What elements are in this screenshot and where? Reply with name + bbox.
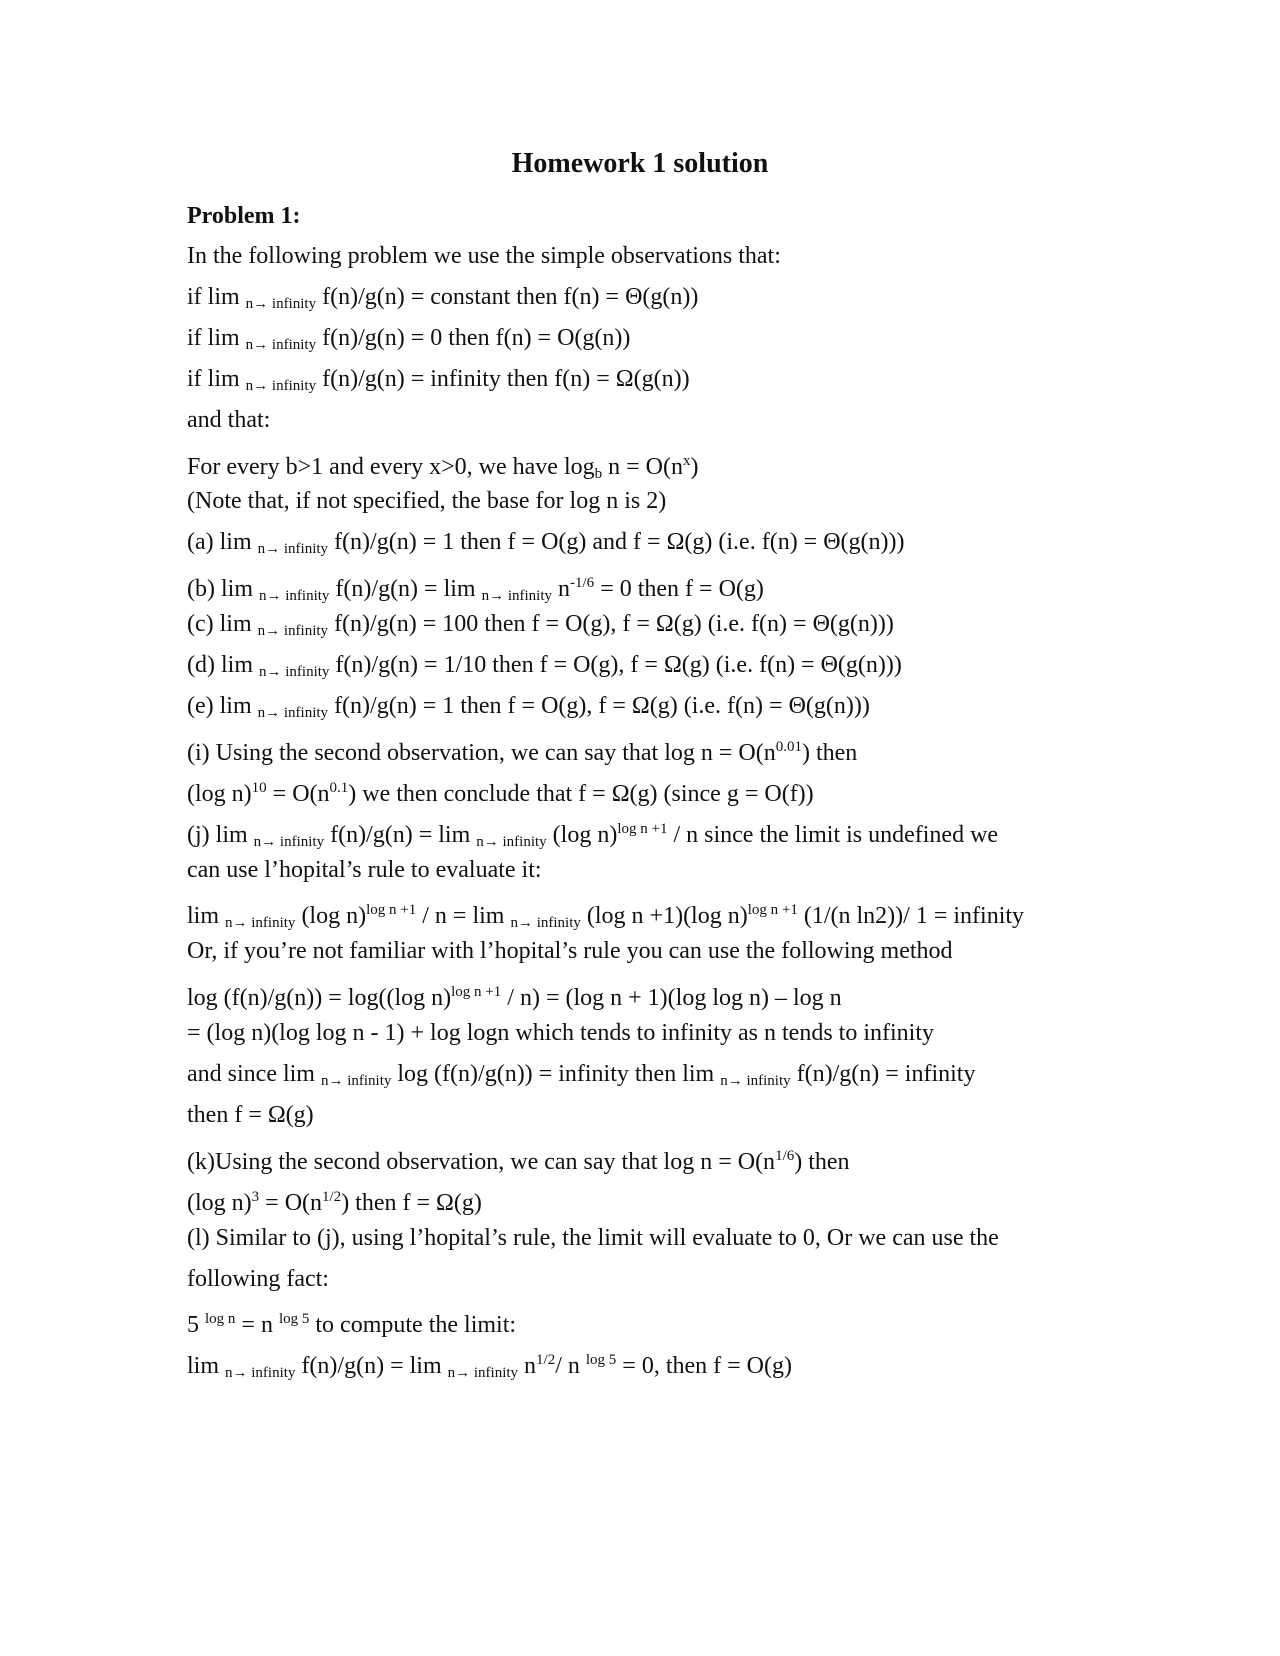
superscript: -1/6: [570, 575, 595, 592]
subscript: n→ infinity: [245, 295, 317, 312]
text-segment: f(n)/g(n) = constant then f(n) = Θ(g(n)): [316, 283, 699, 310]
text-line: [187, 567, 764, 612]
subscript: n→ infinity: [257, 623, 329, 640]
subscript: n→ infinity: [259, 588, 330, 605]
text-segment: f(n)/g(n) = lim: [295, 1353, 448, 1380]
text-segment: f(n)/g(n) = lim: [324, 821, 477, 848]
superscript: log n +1: [451, 984, 502, 1001]
subscript: n→ infinity: [720, 1073, 791, 1089]
text-line: [187, 894, 1024, 939]
text-segment: and that:: [187, 406, 271, 433]
text-line: [187, 1099, 314, 1131]
text-segment: f(n)/g(n) = 100 then f = O(g), f = Ω(g) (i.e. f(n) = Θ(g(n))): [328, 611, 894, 638]
text-segment: n: [552, 576, 571, 603]
superscript: log 5: [278, 1311, 310, 1328]
superscript: 1/2: [322, 1188, 342, 1205]
text-line: [187, 1344, 792, 1389]
text-segment: (k)Using the second observation, we can say that log n = O(n: [187, 1148, 776, 1175]
text-segment: (Note that, if not specified, the base for log n is 2): [187, 488, 667, 515]
text-line: [187, 1017, 934, 1049]
subscript: n→ infinity: [225, 915, 296, 932]
text-segment: ) then f = Ω(g): [341, 1189, 482, 1216]
text-segment: (e) lim: [187, 692, 258, 719]
subscript: n→ infinity: [245, 336, 317, 353]
text-line: [187, 240, 781, 272]
text-line: [187, 976, 842, 1014]
problem-heading: Problem 1:: [187, 203, 301, 229]
superscript: 0.01: [775, 738, 802, 755]
text-segment: = n: [235, 1312, 279, 1339]
superscript: 3: [251, 1188, 260, 1205]
superscript: 1/6: [775, 1147, 795, 1164]
text-segment: (log n): [295, 903, 367, 930]
text-segment: (log n): [187, 780, 252, 807]
subscript: n→ infinity: [225, 1365, 296, 1382]
text-line: [187, 772, 814, 810]
text-line: [187, 731, 857, 769]
text-segment: n: [518, 1353, 537, 1380]
text-segment: to compute the limit:: [309, 1312, 517, 1339]
text-line: [187, 485, 666, 517]
text-segment: 5: [187, 1312, 205, 1339]
text-segment: n = O(n: [602, 453, 683, 480]
text-line: [187, 526, 905, 565]
text-segment: ): [690, 453, 699, 480]
text-segment: (j) lim: [187, 821, 254, 848]
text-segment: following fact:: [187, 1265, 329, 1292]
text-segment: f(n)/g(n) = infinity then f(n) = Ω(g(n)): [316, 365, 690, 392]
subscript: n→ infinity: [245, 377, 317, 394]
text-segment: (d) lim: [187, 652, 259, 678]
subscript: b: [594, 465, 603, 482]
text-segment: log (f(n)/g(n)) = infinity then lim: [391, 1061, 721, 1087]
text-segment: f(n)/g(n) = 0 then f(n) = O(g(n)): [316, 324, 631, 351]
text-line: [187, 1263, 329, 1295]
text-line: [187, 363, 690, 402]
text-line: [187, 935, 953, 967]
text-segment: (a) lim: [187, 529, 258, 556]
text-segment: if lim: [187, 283, 246, 310]
text-segment: / n: [555, 1353, 586, 1380]
text-segment: if lim: [187, 365, 246, 392]
text-line: [187, 1058, 975, 1097]
text-segment: / n) = (log n + 1)(log log n) – log n: [501, 985, 842, 1012]
text-segment: / n = lim: [416, 903, 511, 930]
superscript: 0.1: [329, 779, 349, 796]
text-line: [187, 1181, 482, 1219]
text-segment: f(n)/g(n) = infinity: [790, 1061, 976, 1087]
text-segment: log (f(n)/g(n)) = log((log n): [187, 985, 452, 1012]
text-segment: lim: [187, 1353, 226, 1380]
text-segment: ) then: [794, 1148, 850, 1175]
text-segment: (l) Similar to (j), using l’hopital’s rule, the limit will evaluate to 0, Or we can use the: [187, 1224, 999, 1251]
text-segment: = O(n: [259, 1189, 323, 1216]
text-segment: Or, if you’re not familiar with l’hopital’s rule you can use the following method: [187, 938, 953, 965]
text-segment: f(n)/g(n) = 1/10 then f = O(g), f = Ω(g) (i.e. f(n) = Θ(g(n))): [329, 652, 902, 678]
text-segment: (b) lim: [187, 576, 259, 603]
text-line: [187, 322, 630, 361]
text-line: [187, 281, 698, 320]
text-line: [187, 608, 894, 647]
subscript: n→ infinity: [257, 541, 329, 558]
text-line: [187, 854, 542, 886]
text-segment: = O(n: [266, 780, 330, 807]
text-segment: = 0, then f = O(g): [616, 1353, 792, 1380]
text-line: [187, 1303, 516, 1341]
text-line: [187, 445, 698, 490]
subscript: n→ infinity: [257, 704, 329, 721]
subscript: n→ infinity: [320, 1073, 392, 1089]
text-line: [187, 404, 270, 436]
superscript: log n +1: [366, 902, 417, 919]
superscript: x: [682, 452, 691, 469]
text-segment: = 0 then f = O(g): [594, 576, 764, 603]
text-segment: ) then: [801, 739, 858, 766]
superscript: 1/2: [536, 1352, 556, 1369]
text-line: [187, 1222, 999, 1254]
text-segment: (i) Using the second observation, we can say that log n = O(n: [187, 739, 776, 766]
text-segment: In the following problem we use the simple observations that:: [187, 243, 781, 269]
text-segment: For every b>1 and every x>0, we have log: [187, 453, 595, 480]
subscript: n→ infinity: [447, 1365, 519, 1382]
subscript: n→ infinity: [253, 833, 325, 850]
subscript: n→ infinity: [481, 588, 553, 605]
superscript: 10: [251, 779, 267, 796]
text-segment: f(n)/g(n) = 1 then f = O(g), f = Ω(g) (i.e. f(n) = Θ(g(n))): [328, 692, 870, 719]
text-segment: (1/(n ln2))/ 1 = infinity: [797, 903, 1025, 930]
text-segment: and since lim: [187, 1061, 321, 1087]
text-segment: ) we then conclude that f = Ω(g) (since g = O(f)): [348, 780, 814, 807]
text-line: [187, 649, 902, 688]
text-segment: = (log n)(log log n - 1) + log logn which tends to infinity as n tends to infinity: [187, 1020, 934, 1047]
superscript: log n: [205, 1311, 236, 1328]
subscript: n→ infinity: [510, 915, 581, 932]
text-line: [187, 690, 870, 729]
superscript: log 5: [585, 1352, 617, 1369]
text-segment: (log n): [546, 821, 618, 848]
superscript: log n +1: [617, 820, 668, 837]
text-segment: f(n)/g(n) = lim: [329, 576, 482, 603]
text-segment: (log n +1)(log n): [580, 903, 748, 930]
text-segment: f(n)/g(n) = 1 then f = O(g) and f = Ω(g) (i.e. f(n) = Θ(g(n))): [328, 529, 905, 556]
text-segment: then f = Ω(g): [187, 1101, 314, 1128]
text-segment: can use l’hopital’s rule to evaluate it:: [187, 856, 542, 883]
document-title: Homework 1 solution: [511, 148, 769, 179]
text-line: [187, 1140, 850, 1178]
text-line: [187, 813, 998, 858]
text-segment: lim: [187, 903, 226, 930]
subscript: n→ infinity: [259, 664, 330, 680]
text-segment: if lim: [187, 324, 246, 351]
superscript: log n +1: [747, 902, 798, 919]
text-segment: (log n): [187, 1189, 252, 1216]
text-segment: / n since the limit is undefined we: [667, 821, 999, 848]
text-segment: (c) lim: [187, 611, 258, 638]
subscript: n→ infinity: [476, 833, 547, 850]
